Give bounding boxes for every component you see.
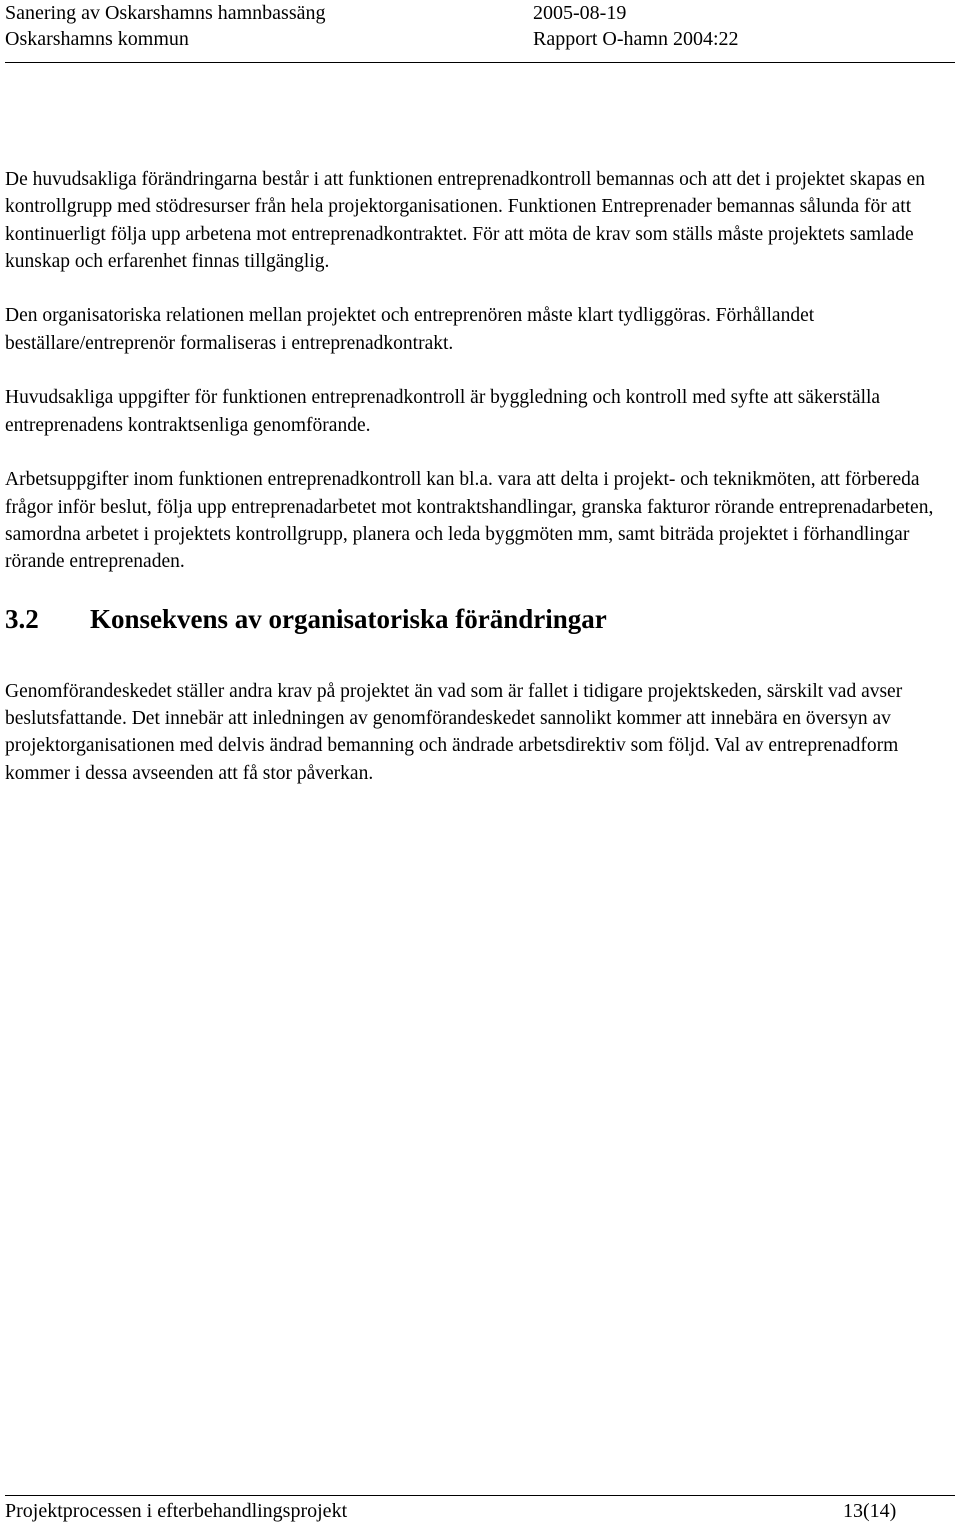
document-title: Sanering av Oskarshamns hamnbassäng (5, 2, 326, 24)
paragraph-relation: Den organisatoriska relationen mellan projektet och entreprenören måste klart tydliggöras. Förhållandet beställare/entreprenör formaliseras i entreprenadkontrakt. (5, 305, 815, 354)
report-number: Rapport O-hamn 2004:22 (533, 28, 739, 50)
page-number: 13(14) (843, 1500, 897, 1522)
section-heading (5, 603, 950, 635)
paragraph-changes: De huvudsakliga förändringarna består i att funktionen entreprenadkontroll bemannas och att det i projektet skapas en kontrollgrupp med stödresurser från hela projektorganisationen. Funktionen Entreprenader bemannas sålunda för att kontinuerligt följa upp arbetena mot entreprenadkontraktet. För att möta de krav som ställs måste projektets samlade kunskap och erfarenhet finnas tillgänglig. (5, 169, 925, 272)
document-body (5, 166, 950, 814)
section-title: Konsekvens av organisatoriska förändringar (90, 603, 607, 634)
paragraph-consequences: Genomförandeskedet ställer andra krav på projektet än vad som är fallet i tidigare projektskeden, särskilt vad avser beslutsfattande. Det innebär att inledningen av genomförandeskedet sannolikt kommer att innebära en översyn av projektorganisationen med delvis ändrad bemanning och ändrade arbetsdirektiv som följd. Val av entreprenadform kommer i dessa avseenden att få stor påverkan. (5, 680, 903, 784)
section-number: 3.2 (5, 603, 39, 634)
page-footer (5, 1495, 955, 1524)
paragraph-main-tasks: Huvudsakliga uppgifter för funktionen entreprenadkontroll är byggledning och kontroll med syfte att säkerställa entreprenadens kontraktsenliga genomförande. (5, 387, 881, 436)
page-header (5, 0, 955, 63)
footer-title: Projektprocessen i efterbehandlingsprojekt (5, 1500, 348, 1522)
organization-name: Oskarshamns kommun (5, 28, 189, 50)
header-row-2 (5, 26, 955, 52)
header-row-1 (5, 0, 955, 26)
document-date: 2005-08-19 (533, 2, 627, 24)
paragraph-work-tasks: Arbetsuppgifter inom funktionen entreprenadkontroll kan bl.a. vara att delta i projekt- och teknikmöten, att förbereda frågor inför beslut, följa upp entreprenadarbetet mot kontraktshandlingar, granska fakturor rörande entreprenadarbeten, samordna arbetet i projektets kontrollgrupp, planera och leda byggmöten mm, samt biträda projektet i förhandlingar rörande entreprenaden. (5, 469, 934, 573)
